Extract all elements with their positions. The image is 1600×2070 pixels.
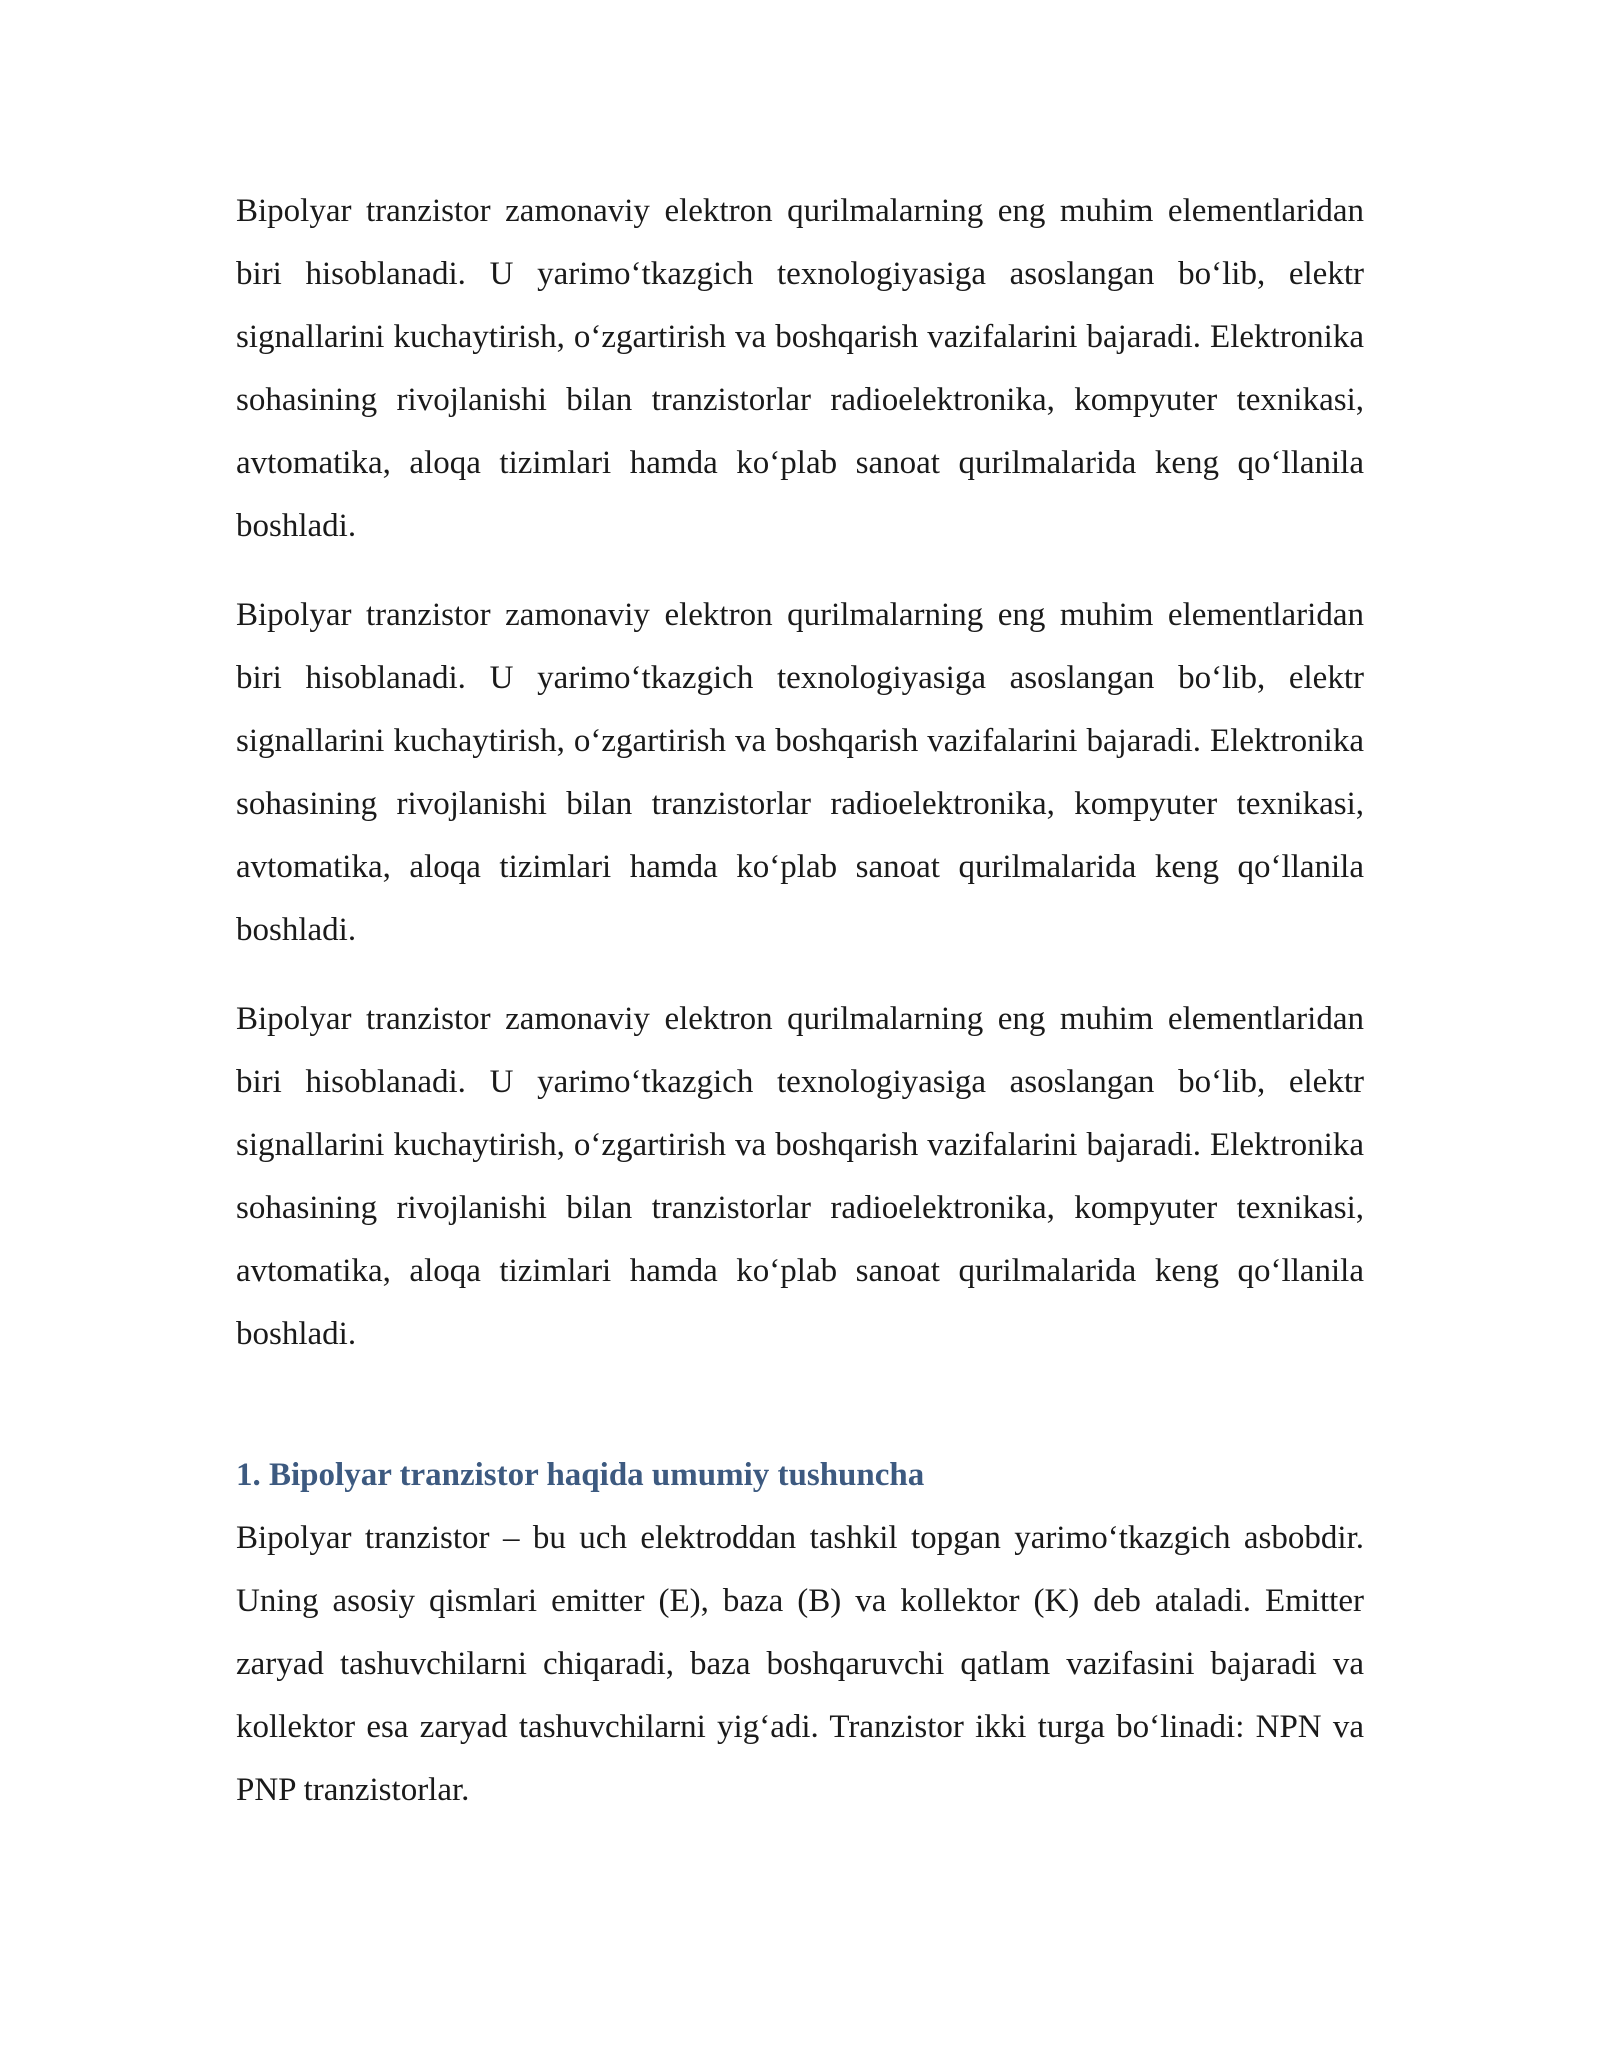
intro-paragraph-1: Bipolyar tranzistor zamonaviy elektron qurilmalarning eng muhim elementlaridan biri hisoblanadi. U yarimo‘tkazgich texnologiyasiga asoslangan bo‘lib, elektr signallarini kuchaytirish, o‘zgartirish va boshqarish vazifalarini bajaradi. Elektronika sohasining rivojlanishi bilan tranzistorlar radioelektronika, kompyuter texnikasi, avtomatika, aloqa tizimlari hamda ko‘plab sanoat qurilmalarida keng qo‘llanila boshladi.	[236, 193, 1364, 544]
intro-paragraph-3: Bipolyar tranzistor zamonaviy elektron qurilmalarning eng muhim elementlaridan biri hisoblanadi. U yarimo‘tkazgich texnologiyasiga asoslangan bo‘lib, elektr signallarini kuchaytirish, o‘zgartirish va boshqarish vazifalarini bajaradi. Elektronika sohasining rivojlanishi bilan tranzistorlar radioelektronika, kompyuter texnikasi, avtomatika, aloqa tizimlari hamda ko‘plab sanoat qurilmalarida keng qo‘llanila boshladi.	[236, 1001, 1364, 1352]
section-paragraph: Bipolyar tranzistor – bu uch elektroddan tashkil topgan yarimo‘tkazgich asbobdir. Uning asosiy qismlari emitter (E), baza (B) va kollektor (K) deb ataladi. Emitter zaryad tashuvchilarni chiqaradi, baza boshqaruvchi qatlam vazifasini bajaradi va kollektor esa zaryad tashuvchilarni yig‘adi. Tranzistor ikki turga bo‘linadi: NPN va PNP tranzistorlar.	[236, 1520, 1364, 1808]
intro-paragraph-2: Bipolyar tranzistor zamonaviy elektron qurilmalarning eng muhim elementlaridan biri hisoblanadi. U yarimo‘tkazgich texnologiyasiga asoslangan bo‘lib, elektr signallarini kuchaytirish, o‘zgartirish va boshqarish vazifalarini bajaradi. Elektronika sohasining rivojlanishi bilan tranzistorlar radioelektronika, kompyuter texnikasi, avtomatika, aloqa tizimlari hamda ko‘plab sanoat qurilmalarida keng qo‘llanila boshladi.	[236, 597, 1364, 948]
document-body	[236, 180, 1364, 1848]
section-heading: 1. Bipolyar tranzistor haqida umumiy tushuncha	[236, 1457, 925, 1493]
